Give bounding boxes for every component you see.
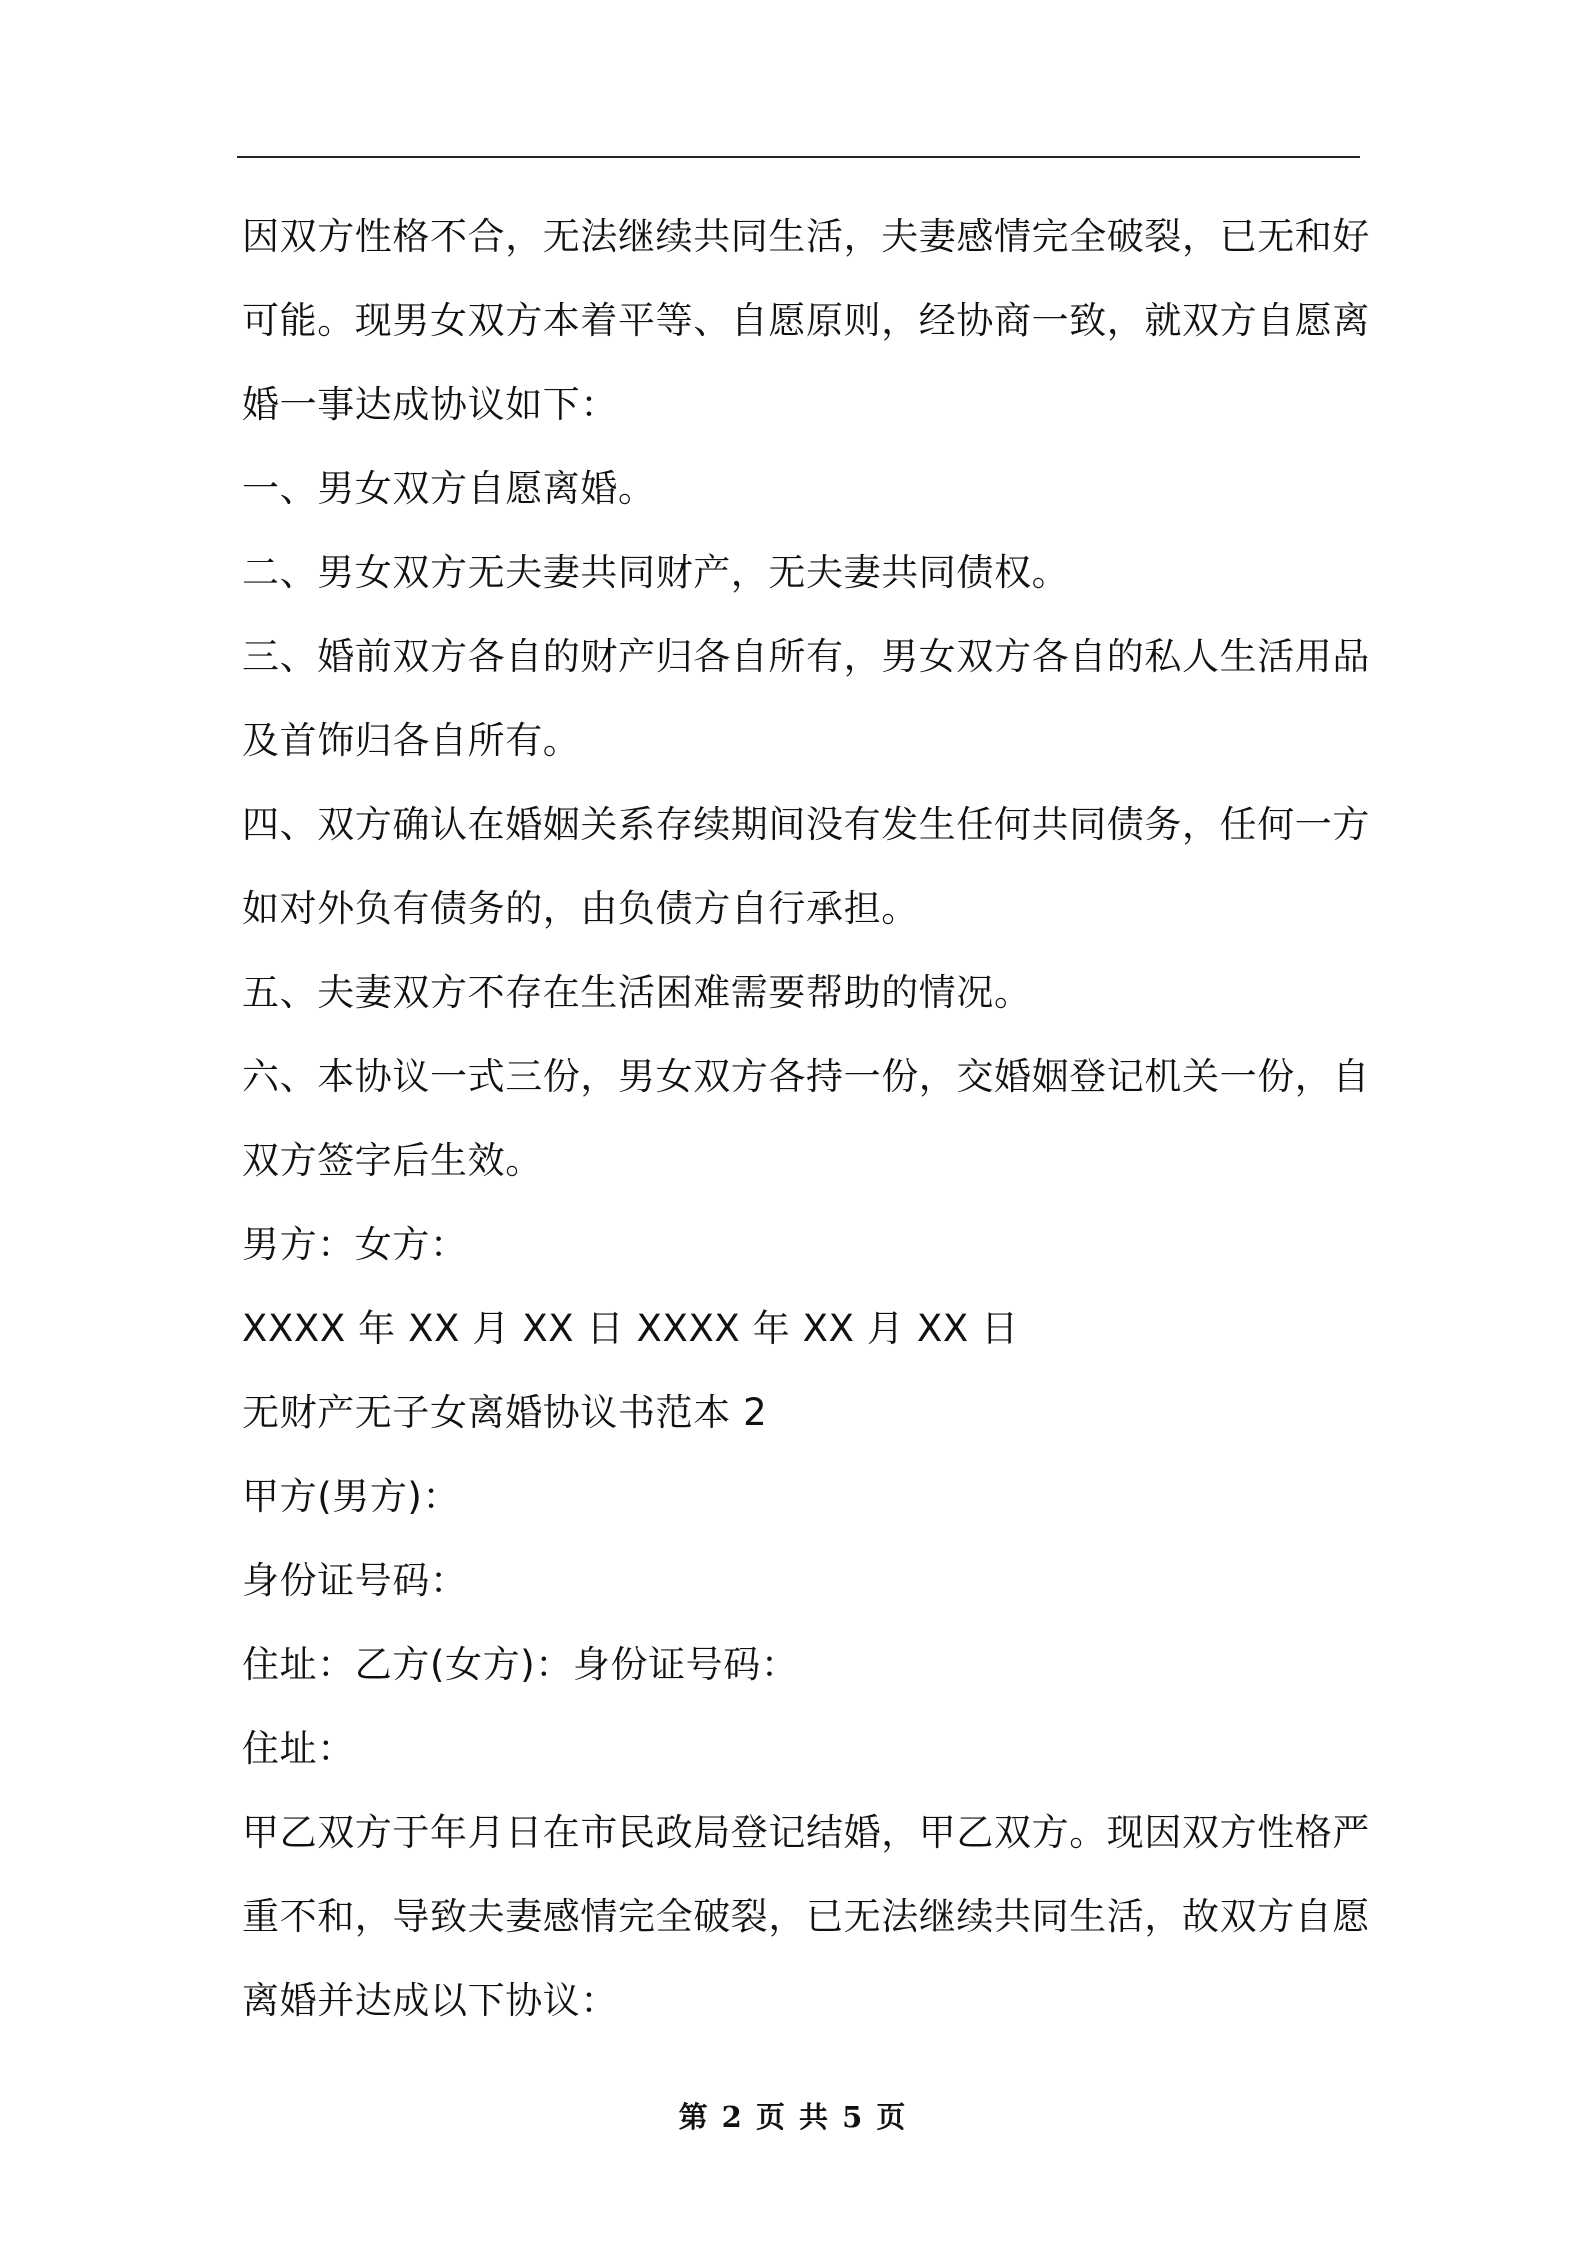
clause-1: 一、男女双方自愿离婚。 xyxy=(242,467,656,510)
text-line: 婚一事达成协议如下： xyxy=(242,383,618,426)
clause-5: 五、夫妻双方不存在生活困难需要帮助的情况。 xyxy=(242,971,1032,1014)
text-line: 重不和，导致夫妻感情完全破裂，已无法继续共同生活，故双方自愿 xyxy=(242,1895,1370,1938)
text-line: 离婚并达成以下协议： xyxy=(242,1979,618,2022)
id-number-label: 身份证号码： xyxy=(242,1559,468,1602)
clause-3: 三、婚前双方各自的财产归各自所有，男女双方各自的私人生活用品 xyxy=(242,635,1370,678)
document-body xyxy=(242,195,1370,2043)
date-line: XXXX 年 XX 月 XX 日 XXXX 年 XX 月 XX 日 xyxy=(242,1307,1019,1350)
section-title: 无财产无子女离婚协议书范本 2 xyxy=(242,1391,768,1434)
text-line: 如对外负有债务的，由负债方自行承担。 xyxy=(242,887,919,930)
text-line: 因双方性格不合，无法继续共同生活，夫妻感情完全破裂，已无和好 xyxy=(242,215,1370,258)
signature-line: 男方：女方： xyxy=(242,1223,468,1266)
clause-2: 二、男女双方无夫妻共同财产，无夫妻共同债权。 xyxy=(242,551,1070,594)
page-number: 第 2 页 共 5 页 xyxy=(678,2100,908,2134)
text-line: 甲乙双方于年月日在市民政局登记结婚，甲乙双方。现因双方性格严 xyxy=(242,1811,1370,1854)
header-rule xyxy=(237,156,1360,158)
page-footer xyxy=(0,2095,1586,2136)
address-label: 住址： xyxy=(242,1727,355,1770)
text-line: 及首饰归各自所有。 xyxy=(242,719,581,762)
clause-6: 六、本协议一式三份，男女双方各持一份，交婚姻登记机关一份，自 xyxy=(242,1055,1370,1098)
text-line: 双方签字后生效。 xyxy=(242,1139,543,1182)
text-line: 可能。现男女双方本着平等、自愿原则，经协商一致，就双方自愿离 xyxy=(242,299,1370,342)
address-party-b-line: 住址：乙方(女方)：身份证号码： xyxy=(242,1643,799,1686)
party-a-label: 甲方(男方)： xyxy=(242,1475,461,1518)
clause-4: 四、双方确认在婚姻关系存续期间没有发生任何共同债务，任何一方 xyxy=(242,803,1370,846)
